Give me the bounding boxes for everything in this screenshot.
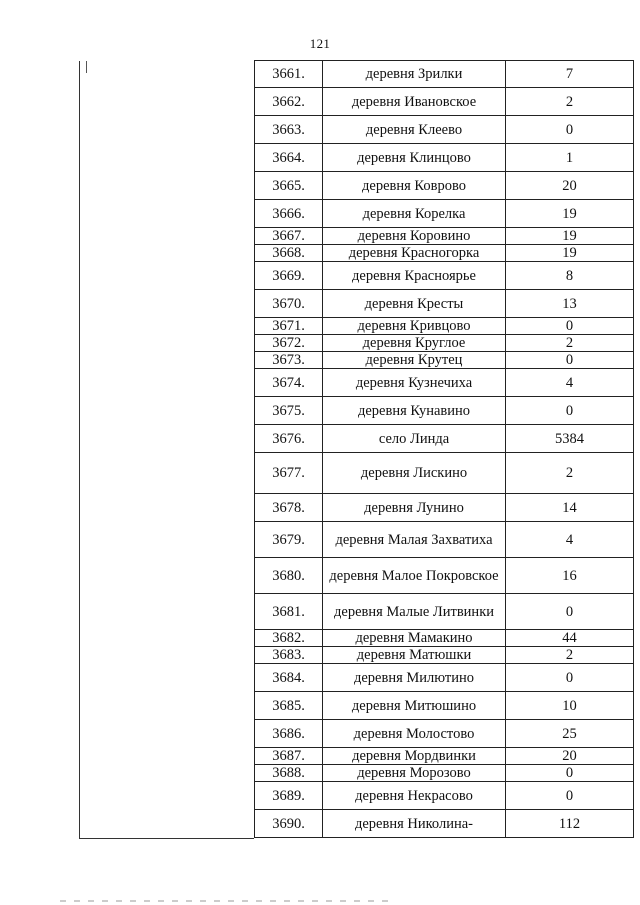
population-count: 44 — [506, 630, 634, 647]
population-count: 2 — [506, 647, 634, 664]
settlement-name: деревня Молостово — [323, 720, 506, 748]
row-number: 3683. — [255, 647, 323, 664]
population-count: 0 — [506, 765, 634, 782]
population-count: 4 — [506, 369, 634, 397]
row-number: 3685. — [255, 692, 323, 720]
table-row — [255, 425, 634, 453]
population-count: 5384 — [506, 425, 634, 453]
population-count: 10 — [506, 692, 634, 720]
population-count: 20 — [506, 748, 634, 765]
row-number: 3676. — [255, 425, 323, 453]
row-number: 3688. — [255, 765, 323, 782]
population-count: 0 — [506, 397, 634, 425]
population-count: 112 — [506, 810, 634, 838]
row-number: 3667. — [255, 228, 323, 245]
settlement-name: деревня Морозово — [323, 765, 506, 782]
settlement-name: деревня Клинцово — [323, 144, 506, 172]
row-number: 3673. — [255, 352, 323, 369]
table-row — [255, 200, 634, 228]
settlement-name: деревня Малые Литвинки — [323, 594, 506, 630]
table-row — [255, 245, 634, 262]
table-row — [255, 692, 634, 720]
population-count: 13 — [506, 290, 634, 318]
settlement-name: деревня Мордвинки — [323, 748, 506, 765]
population-count: 14 — [506, 494, 634, 522]
settlement-name: деревня Кресты — [323, 290, 506, 318]
table-row — [255, 290, 634, 318]
row-number: 3664. — [255, 144, 323, 172]
population-count: 16 — [506, 558, 634, 594]
table-row — [255, 594, 634, 630]
row-number: 3682. — [255, 630, 323, 647]
table-row — [255, 782, 634, 810]
settlement-name: деревня Кузнечиха — [323, 369, 506, 397]
table-row — [255, 397, 634, 425]
table-row — [255, 494, 634, 522]
row-number: 3677. — [255, 453, 323, 494]
table-row — [255, 144, 634, 172]
table-row — [255, 720, 634, 748]
settlement-name: деревня Красноярье — [323, 262, 506, 290]
settlement-name: деревня Зрилки — [323, 61, 506, 88]
row-number: 3686. — [255, 720, 323, 748]
population-count: 0 — [506, 352, 634, 369]
table-row — [255, 630, 634, 647]
row-number: 3671. — [255, 318, 323, 335]
table-row — [255, 228, 634, 245]
population-count: 7 — [506, 61, 634, 88]
row-number: 3672. — [255, 335, 323, 352]
settlement-name: деревня Малое Покровское — [323, 558, 506, 594]
population-count: 0 — [506, 782, 634, 810]
row-number: 3675. — [255, 397, 323, 425]
row-number: 3690. — [255, 810, 323, 838]
settlement-name: деревня Милютино — [323, 664, 506, 692]
population-count: 8 — [506, 262, 634, 290]
left-column-rule — [79, 61, 80, 838]
row-number: 3661. — [255, 61, 323, 88]
table-row — [255, 88, 634, 116]
population-count: 2 — [506, 88, 634, 116]
settlement-name: деревня Матюшки — [323, 647, 506, 664]
table-row — [255, 352, 634, 369]
table-row — [255, 522, 634, 558]
settlement-name: деревня Круглое — [323, 335, 506, 352]
table-row — [255, 172, 634, 200]
settlement-name: деревня Кривцово — [323, 318, 506, 335]
settlement-name: деревня Николина- — [323, 810, 506, 838]
population-count: 0 — [506, 664, 634, 692]
settlement-name: деревня Кунавино — [323, 397, 506, 425]
row-number: 3666. — [255, 200, 323, 228]
table-row — [255, 558, 634, 594]
population-count: 0 — [506, 116, 634, 144]
left-column-tick — [86, 61, 87, 73]
settlement-name: деревня Мамакино — [323, 630, 506, 647]
settlement-name: деревня Клеево — [323, 116, 506, 144]
row-number: 3669. — [255, 262, 323, 290]
table-row — [255, 664, 634, 692]
row-number: 3687. — [255, 748, 323, 765]
bottom-column-rule — [79, 838, 254, 839]
population-count: 1 — [506, 144, 634, 172]
settlements-table — [254, 60, 634, 838]
settlement-name: деревня Лискино — [323, 453, 506, 494]
row-number: 3662. — [255, 88, 323, 116]
settlement-name: деревня Красногорка — [323, 245, 506, 262]
row-number: 3689. — [255, 782, 323, 810]
row-number: 3668. — [255, 245, 323, 262]
settlement-name: деревня Лунино — [323, 494, 506, 522]
table-row — [255, 61, 634, 88]
settlement-name: деревня Коровино — [323, 228, 506, 245]
table-row — [255, 116, 634, 144]
row-number: 3681. — [255, 594, 323, 630]
table-row — [255, 262, 634, 290]
settlement-name: деревня Корелка — [323, 200, 506, 228]
page-number: 121 — [309, 36, 331, 51]
settlement-name: деревня Некрасово — [323, 782, 506, 810]
table-row — [255, 453, 634, 494]
population-count: 19 — [506, 228, 634, 245]
population-count: 0 — [506, 318, 634, 335]
settlement-name: деревня Митюшино — [323, 692, 506, 720]
table-row — [255, 318, 634, 335]
row-number: 3663. — [255, 116, 323, 144]
row-number: 3680. — [255, 558, 323, 594]
population-count: 25 — [506, 720, 634, 748]
row-number: 3665. — [255, 172, 323, 200]
population-count: 4 — [506, 522, 634, 558]
settlement-name: деревня Коврово — [323, 172, 506, 200]
table-row — [255, 810, 634, 838]
population-count: 20 — [506, 172, 634, 200]
row-number: 3670. — [255, 290, 323, 318]
population-count: 19 — [506, 245, 634, 262]
row-number: 3679. — [255, 522, 323, 558]
table-row — [255, 369, 634, 397]
settlement-name: деревня Крутец — [323, 352, 506, 369]
scan-artifact — [60, 900, 390, 902]
table-row — [255, 748, 634, 765]
row-number: 3684. — [255, 664, 323, 692]
population-count: 0 — [506, 594, 634, 630]
settlement-name: деревня Малая Захватиха — [323, 522, 506, 558]
row-number: 3674. — [255, 369, 323, 397]
table-row — [255, 765, 634, 782]
population-count: 19 — [506, 200, 634, 228]
settlement-name: село Линда — [323, 425, 506, 453]
population-count: 2 — [506, 335, 634, 352]
table-row — [255, 335, 634, 352]
table-row — [255, 647, 634, 664]
row-number: 3678. — [255, 494, 323, 522]
settlement-name: деревня Ивановское — [323, 88, 506, 116]
population-count: 2 — [506, 453, 634, 494]
